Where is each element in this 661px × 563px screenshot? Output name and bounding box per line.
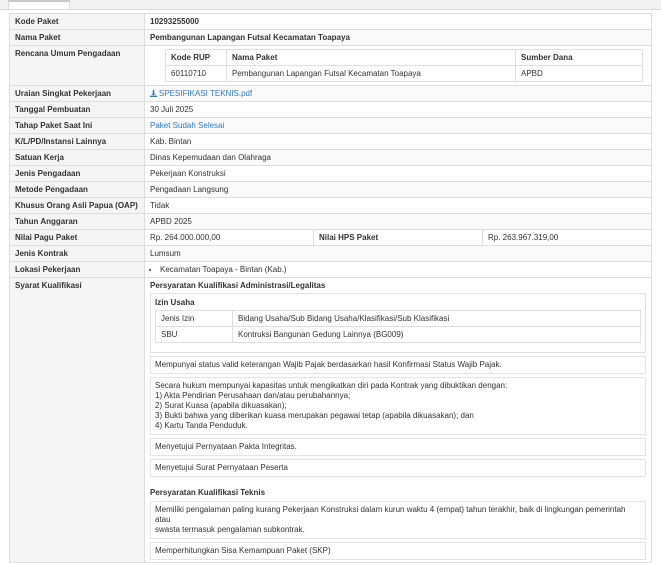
label-metode: Metode Pengadaan bbox=[10, 182, 145, 198]
row-syarat bbox=[10, 278, 652, 563]
label-satker: Satuan Kerja bbox=[10, 150, 145, 166]
hukum-line: 1) Akta Pendirian Perusahaan dan/atau perubahannya; bbox=[155, 391, 351, 400]
label-klpd: K/L/PD/Instansi Lainnya bbox=[10, 134, 145, 150]
rup-header-kode: Kode RUP bbox=[166, 50, 227, 66]
label-lokasi: Lokasi Pekerjaan bbox=[10, 262, 145, 278]
row-jenis-pengadaan bbox=[10, 166, 652, 182]
value-kontrak: Lumsum bbox=[145, 246, 652, 262]
izin-row bbox=[156, 311, 641, 327]
hukum-item bbox=[150, 377, 646, 435]
teknis-line: swasta termasuk pengalaman subkontrak. bbox=[155, 525, 305, 534]
value-tahun: APBD 2025 bbox=[145, 214, 652, 230]
izin-cell: Kontruksi Bangunan Gedung Lainnya (BG009) bbox=[233, 327, 641, 343]
detail-table bbox=[9, 13, 652, 563]
value-pagu: Rp. 264.000.000,00 bbox=[145, 230, 314, 246]
label-tanggal: Tanggal Pembuatan bbox=[10, 102, 145, 118]
pengalaman-item bbox=[150, 501, 646, 539]
value-jenis-pengadaan: Pekerjaan Konstruksi bbox=[145, 166, 652, 182]
rup-sumber: APBD bbox=[516, 66, 643, 82]
value-nama-paket: Pembangunan Lapangan Futsal Kecamatan Toapaya bbox=[145, 30, 652, 46]
rup-table bbox=[165, 49, 643, 82]
value-tahap-cell bbox=[145, 118, 652, 134]
label-pagu: Nilai Pagu Paket bbox=[10, 230, 145, 246]
teknis-line: Memiliki pengalaman paling kurang Pekerjaan Konstruksi dalam kurun waktu 4 (empat) tahun terakhir, baik di lingkungan pemerintah atau bbox=[155, 505, 626, 524]
value-syarat bbox=[145, 278, 652, 563]
package-detail bbox=[9, 13, 652, 563]
row-kontrak bbox=[10, 246, 652, 262]
label-kode-paket: Kode Paket bbox=[10, 14, 145, 30]
peserta-item: Menyetujui Surat Pernyataan Peserta bbox=[150, 459, 646, 477]
value-hps: Rp. 263.967.319,00 bbox=[483, 230, 652, 246]
row-tahun bbox=[10, 214, 652, 230]
rup-header-sumber: Sumber Dana bbox=[516, 50, 643, 66]
skp-item: Memperhitungkan Sisa Kemampuan Paket (SKP) bbox=[150, 542, 646, 560]
row-satker bbox=[10, 150, 652, 166]
row-uraian bbox=[10, 86, 652, 102]
value-tanggal: 30 Juli 2025 bbox=[145, 102, 652, 118]
tab-bar bbox=[0, 0, 661, 10]
tahap-link[interactable]: Paket Sudah Selesai bbox=[150, 121, 225, 130]
tab-active[interactable] bbox=[8, 0, 70, 9]
izin-cell: Bidang Usaha/Sub Bidang Usaha/Klasifikasi/Sub Klasifikasi bbox=[233, 311, 641, 327]
row-tahap bbox=[10, 118, 652, 134]
row-oap bbox=[10, 198, 652, 214]
hukum-line: 3) Bukti bahwa yang diberikan kuasa merupakan pegawai tetap (apabila dikuasakan); dan bbox=[155, 411, 474, 420]
spesifikasi-download-link[interactable] bbox=[150, 89, 252, 98]
row-tanggal bbox=[10, 102, 652, 118]
lokasi-item: • Kecamatan Toapaya - Bintan (Kab.) bbox=[160, 264, 646, 275]
download-icon bbox=[150, 90, 157, 97]
izin-row bbox=[156, 327, 641, 343]
izin-table bbox=[155, 310, 641, 343]
row-nama-paket bbox=[10, 30, 652, 46]
label-jenis-pengadaan: Jenis Pengadaan bbox=[10, 166, 145, 182]
label-rup: Rencana Umum Pengadaan bbox=[10, 46, 145, 86]
hukum-line: 4) Kartu Tanda Penduduk. bbox=[155, 421, 248, 430]
value-uraian bbox=[145, 86, 652, 102]
admin-title: Persyaratan Kualifikasi Administrasi/Legalitas bbox=[150, 281, 326, 290]
value-oap: Tidak bbox=[145, 198, 652, 214]
row-lokasi bbox=[10, 262, 652, 278]
rup-row bbox=[166, 66, 643, 82]
rup-nama: Pembangunan Lapangan Futsal Kecamatan Toapaya bbox=[227, 66, 516, 82]
value-kode-paket: 10293255000 bbox=[145, 14, 652, 30]
label-tahun: Tahun Anggaran bbox=[10, 214, 145, 230]
izin-title: Izin Usaha bbox=[155, 298, 195, 307]
izin-cell: Jenis Izin bbox=[156, 311, 233, 327]
izin-usaha-box bbox=[150, 293, 646, 353]
label-oap: Khusus Orang Asli Papua (OAP) bbox=[10, 198, 145, 214]
row-kode-paket bbox=[10, 14, 652, 30]
label-uraian: Uraian Singkat Pekerjaan bbox=[10, 86, 145, 102]
label-tahap: Tahap Paket Saat Ini bbox=[10, 118, 145, 134]
label-kontrak: Jenis Kontrak bbox=[10, 246, 145, 262]
pajak-item: Mempunyai status valid keterangan Wajib Pajak berdasarkan hasil Konfirmasi Status Wajib Pajak. bbox=[150, 356, 646, 374]
hukum-line: Secara hukum mempunyai kapasitas untuk mengikatkan diri pada Kontrak yang dibuktikan dengan: bbox=[155, 381, 508, 390]
rup-header-nama: Nama Paket bbox=[227, 50, 516, 66]
label-nama-paket: Nama Paket bbox=[10, 30, 145, 46]
teknis-title: Persyaratan Kualifikasi Teknis bbox=[150, 488, 266, 497]
spesifikasi-filename: SPESIFIKASI TEKNIS.pdf bbox=[159, 89, 253, 98]
hukum-line: 2) Surat Kuasa (apabila dikuasakan); bbox=[155, 401, 287, 410]
value-rup bbox=[145, 46, 652, 86]
row-klpd bbox=[10, 134, 652, 150]
value-satker: Dinas Kepemudaan dan Olahraga bbox=[145, 150, 652, 166]
rup-kode: 60110710 bbox=[166, 66, 227, 82]
label-hps: Nilai HPS Paket bbox=[314, 230, 483, 246]
pakta-item: Menyetujui Pernyataan Pakta Integritas. bbox=[150, 438, 646, 456]
izin-cell: SBU bbox=[156, 327, 233, 343]
value-metode: Pengadaan Langsung bbox=[145, 182, 652, 198]
row-metode bbox=[10, 182, 652, 198]
lokasi-list bbox=[150, 264, 646, 275]
label-syarat: Syarat Kualifikasi bbox=[10, 278, 145, 563]
value-lokasi bbox=[145, 262, 652, 278]
row-rup bbox=[10, 46, 652, 86]
row-pagu bbox=[10, 230, 652, 246]
value-klpd: Kab. Bintan bbox=[145, 134, 652, 150]
